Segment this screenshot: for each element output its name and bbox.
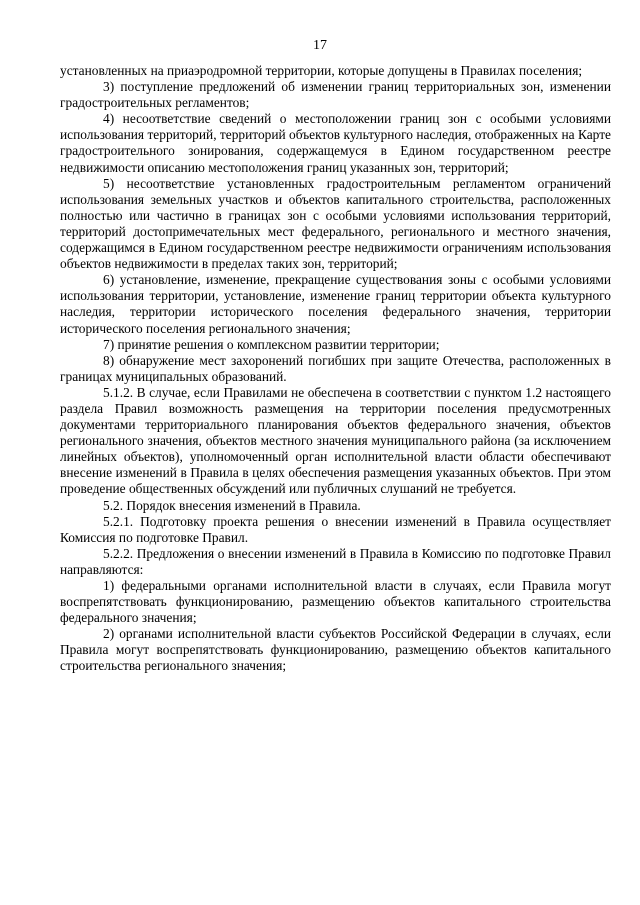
page-number: 17 bbox=[313, 38, 327, 53]
paragraph: установленных на приаэродромной территории, которые допущены в Правилах поселения; bbox=[60, 63, 583, 78]
paragraph: 5.2.2. Предложения о внесении изменений в Правила в Комиссию по подготовке Правил направляются: bbox=[60, 545, 611, 577]
paragraph: 8) обнаружение мест захоронений погибших при защите Отечества, расположенных в границах муниципальных образований. bbox=[60, 352, 611, 384]
paragraph: 5.1.2. В случае, если Правилами не обеспечена в соответствии с пунктом 1.2 настоящего раздела Правил возможность размещения на территории поселения предусмотренных документами территориального планирования объектов федерального значения, объектов регионального значения, объектов местного значения муниципального района (за исключением линейных объектов), уполномоченный орган исполнительной власти области обеспечивают внесение изменений в Правила в целях обеспечения размещения указанных объектов. При этом проведение общественных обсуждений или публичных слушаний не требуется. bbox=[60, 384, 611, 497]
paragraph: 4) несоответствие сведений о местоположении границ зон с особыми условиями использования территорий, территорий объектов культурного наследия, отображенных на Карте градостроительного зонирования, содержащемуся в Едином государственном реестре недвижимости описанию местоположения границ указанных зон, территорий; bbox=[60, 111, 611, 175]
paragraph: 5) несоответствие установленных градостроительным регламентом ограничений использования земельных участков и объектов капитального строительства, расположенных полностью или частично в границах зон с особыми условиями использования территорий, территорий достопримечательных мест федерального, регионального и местного значения, содержащимся в Едином государственном реестре недвижимости ограничениям использования объектов недвижимости в пределах таких зон, территорий; bbox=[60, 175, 611, 272]
paragraph: 6) установление, изменение, прекращение существования зоны с особыми условиями использования территории, установление, изменение границ территории объекта культурного наследия, территории исторического поселения федерального значения, территории исторического поселения регионального значения; bbox=[60, 272, 611, 336]
paragraph: 5.2. Порядок внесения изменений в Правила. bbox=[103, 497, 361, 513]
document-body bbox=[60, 63, 611, 675]
paragraph: 1) федеральными органами исполнительной власти в случаях, если Правила могут воспрепятствовать функционированию, размещению объектов капитального строительства федерального значения; bbox=[60, 578, 611, 626]
paragraph: 7) принятие решения о комплексном развитии территории; bbox=[103, 336, 440, 352]
paragraph: 3) поступление предложений об изменении границ территориальных зон, изменении градостроительных регламентов; bbox=[60, 79, 611, 111]
paragraph: 5.2.1. Подготовку проекта решения о внесении изменений в Правила осуществляет Комиссия по подготовке Правил. bbox=[60, 513, 611, 545]
paragraph: 2) органами исполнительной власти субъектов Российской Федерации в случаях, если Правила могут воспрепятствовать функционированию, размещению объектов капитального строительства регионального значения; bbox=[60, 626, 611, 674]
